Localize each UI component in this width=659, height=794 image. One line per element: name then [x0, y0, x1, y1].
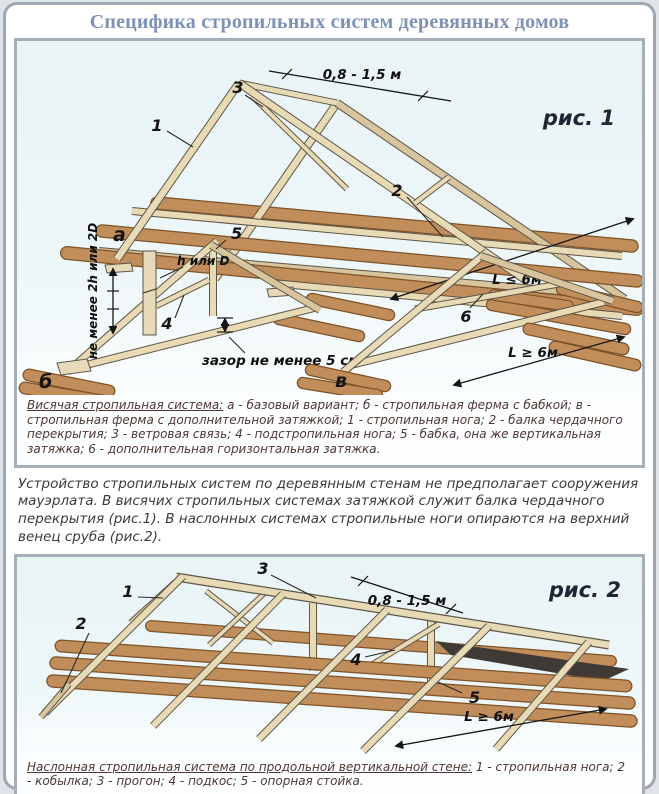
fig2-diagram	[17, 557, 642, 757]
fig2-caption-body: 1 - стропильная нога; 2 - кобылка; 3 - прогон; 4 - подкос; 5 - опорная стойка.	[27, 759, 625, 789]
part-label-1	[122, 582, 163, 601]
part-label-1	[151, 116, 193, 147]
part-5-text: 5	[469, 687, 481, 707]
spacing-dim-text: 0,8 - 1,5 м	[322, 67, 402, 83]
part-1-text: 1	[122, 581, 134, 601]
fig1-caption	[17, 395, 642, 465]
variant-v-letter: в	[335, 370, 348, 392]
part-2-text: 2	[391, 181, 403, 200]
body-paragraph: Устройство стропильных систем по деревянным стенам не предполагает сооружения мауэрлата. В висячих стропильных системах затяжкой служит балка чердачного перекрытия (рис.1). В наслонных системах стропильные ноги опираются на верхний венец сруба (рис.2).	[18, 475, 639, 545]
log	[279, 319, 359, 336]
spacing-dim-text: 0,8 - 1,5 м	[367, 592, 447, 609]
part-2-text: 2	[75, 613, 87, 633]
span-text: L ≥ 6м	[464, 708, 514, 725]
fig1-diagram	[17, 41, 642, 395]
post-detail-piece	[143, 251, 156, 335]
page-frame	[3, 2, 656, 790]
fig2-structure	[41, 576, 631, 751]
fig1-panel	[14, 38, 645, 468]
part-4-text: 4	[350, 649, 362, 669]
detail-min-text: не менее 2h или 2D	[86, 222, 100, 360]
variant-b-letter: б	[39, 371, 53, 393]
fig2-caption	[17, 757, 642, 794]
detail-size-text: h или D	[177, 254, 230, 268]
part-5-text: 5	[231, 224, 243, 243]
log	[312, 299, 389, 315]
fig2-panel	[14, 554, 645, 794]
part-4-text: 4	[161, 314, 173, 333]
support-block	[57, 359, 91, 375]
fig1-label: рис. 1	[542, 106, 615, 130]
fig1-caption-body: а - базовый вариант; б - стропильная ферма с бабкой; в - стропильная ферма с дополнительной затяжкой; 1 - стропильная нога; 2 - балка чердачного перекрытия; 3 - ветровая связь; 4 - подстропильная нога; 5 - бабка, она же вертикальная затяжка; 6 - дополнительная горизонтальная затяжка.	[27, 398, 623, 456]
spacing-dimension	[351, 576, 463, 614]
part-1-text: 1	[151, 116, 163, 135]
variant-a-letter: а	[113, 224, 126, 246]
part-3-text: 3	[232, 78, 244, 97]
part-3-text: 3	[257, 558, 269, 578]
span-v-text: L ≥ 6м	[508, 345, 558, 361]
fig2-label: рис. 2	[548, 577, 621, 602]
fig2-caption-lead: Наслонная стропильная система по продольной вертикальной стене:	[27, 759, 473, 774]
slope-brace	[415, 177, 449, 203]
support-block	[105, 263, 133, 273]
rafter-tail	[41, 684, 69, 717]
span-a-text: L ≤ 6м	[492, 272, 542, 288]
part-6-text: 6	[460, 307, 472, 326]
page-title: Специфика стропильных систем деревянных домов	[89, 11, 570, 33]
gap-note-text: зазор не менее 5 см	[202, 353, 360, 369]
fig1-caption-lead: Висячая стропильная система:	[27, 398, 224, 412]
